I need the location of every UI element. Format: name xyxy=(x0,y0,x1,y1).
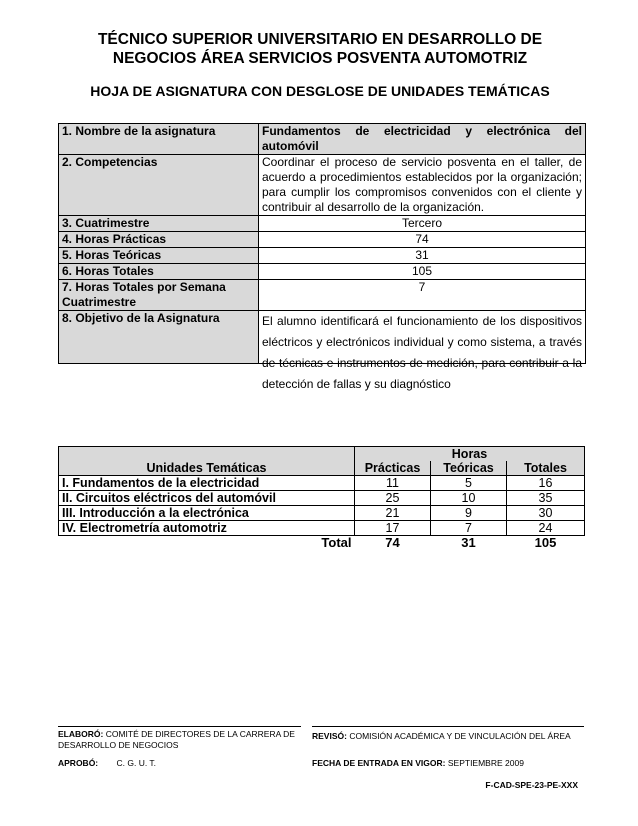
footer-fecha xyxy=(312,758,584,769)
table-row xyxy=(59,521,585,536)
reviso-value: COMISIÓN ACADÉMICA Y DE VINCULACIÓN DEL ÁREA xyxy=(349,731,571,741)
col-totales-header: Totales xyxy=(507,461,585,476)
nombre-label: 1. Nombre de la asignatura xyxy=(59,124,259,155)
objetivo-value: El alumno identificará el funcionamiento de los dispositivos eléctricos y electrónicos individual y como sistema, a través de técnicas e instrumentos de medición, para contribuir a la detección de fallas y su diagnóstico xyxy=(262,314,582,391)
unit-totales: 30 xyxy=(507,506,585,521)
objetivo-label: 8. Objetivo de la Asignatura xyxy=(59,311,259,364)
unit-totales: 35 xyxy=(507,491,585,506)
aprobo-value: C. G. U. T. xyxy=(116,758,157,768)
competencias-label: 2. Competencias xyxy=(59,155,259,216)
info-row-practicas xyxy=(59,232,586,248)
footer-aprobo xyxy=(58,758,301,769)
unit-name: II. Circuitos eléctricos del automóvil xyxy=(59,491,355,506)
semana-value: 7 xyxy=(259,280,586,311)
elaboro-label: ELABORÓ: xyxy=(58,729,104,739)
total-teoricas: 31 xyxy=(461,535,476,550)
total-totales: 105 xyxy=(534,535,557,550)
info-row-cuatrimestre xyxy=(59,216,586,232)
unit-teoricas: 9 xyxy=(431,506,507,521)
objetivo-cell xyxy=(259,311,586,391)
footer-code-wrap xyxy=(312,780,578,791)
semana-label: 7. Horas Totales por Semana Cuatrimestre xyxy=(59,280,259,311)
totales-value: 105 xyxy=(259,264,586,280)
table-row xyxy=(59,491,585,506)
cuatrimestre-label: 3. Cuatrimestre xyxy=(59,216,259,232)
reviso-label: REVISÓ: xyxy=(312,731,347,741)
col-units-header: Unidades Temáticas xyxy=(59,447,355,476)
unit-practicas: 11 xyxy=(355,476,431,491)
thematic-units-table xyxy=(58,446,585,550)
elaboro-value: COMITÉ DE DIRECTORES DE LA CARRERA DE DESARROLLO DE NEGOCIOS xyxy=(58,729,295,750)
unit-practicas: 25 xyxy=(355,491,431,506)
totales-label: 6. Horas Totales xyxy=(59,264,259,280)
unit-name: IV. Electrometría automotriz xyxy=(59,521,355,536)
footer-rule-right xyxy=(312,726,584,727)
footer-reviso xyxy=(312,731,584,742)
cuatrimestre-value: Tercero xyxy=(259,216,586,232)
info-row-competencias xyxy=(59,155,586,216)
col-practicas-header: Prácticas xyxy=(355,461,431,476)
fecha-label: FECHA DE ENTRADA EN VIGOR: xyxy=(312,758,446,768)
total-label: Total xyxy=(321,535,352,550)
unit-name: I. Fundamentos de la electricidad xyxy=(59,476,355,491)
document-subtitle: HOJA DE ASIGNATURA CON DESGLOSE DE UNIDADES TEMÁTICAS xyxy=(90,83,550,99)
unit-teoricas: 10 xyxy=(431,491,507,506)
total-practicas: 74 xyxy=(385,535,400,550)
unit-totales: 16 xyxy=(507,476,585,491)
col-teoricas-header: Teóricas xyxy=(431,461,507,476)
info-row-teoricas xyxy=(59,248,586,264)
info-row-objetivo xyxy=(59,311,586,364)
footer-elaboro xyxy=(58,729,301,751)
table-row xyxy=(59,476,585,491)
document-title: TÉCNICO SUPERIOR UNIVERSITARIO EN DESARROLLO DE NEGOCIOS ÁREA SERVICIOS POSVENTA AUTOMOTRIZ xyxy=(97,31,543,67)
info-row-nombre xyxy=(59,124,586,155)
subject-info-table xyxy=(58,123,586,391)
competencias-value: Coordinar el proceso de servicio posventa en el taller, de acuerdo a procedimientos establecidos por la organización; para cumplir los compromisos convenidos con el cliente y contribuir al desarrollo de la organización. xyxy=(259,155,586,216)
table-row xyxy=(59,506,585,521)
total-row xyxy=(59,536,585,551)
teoricas-label: 5. Horas Teóricas xyxy=(59,248,259,264)
info-row-semana xyxy=(59,280,586,311)
info-row-totales xyxy=(59,264,586,280)
unit-practicas: 21 xyxy=(355,506,431,521)
fecha-value: SEPTIEMBRE 2009 xyxy=(447,758,524,768)
document-code: F-CAD-SPE-23-PE-XXX xyxy=(485,780,578,790)
unit-teoricas: 5 xyxy=(431,476,507,491)
aprobo-label: APROBÓ: xyxy=(58,758,99,768)
unit-totales: 24 xyxy=(507,521,585,536)
footer-rule-left xyxy=(58,726,301,727)
practicas-label: 4. Horas Prácticas xyxy=(59,232,259,248)
unit-practicas: 17 xyxy=(355,521,431,536)
col-horas-header: Horas xyxy=(355,447,585,462)
teoricas-value: 31 xyxy=(259,248,586,264)
units-header-row xyxy=(59,447,585,462)
nombre-value: Fundamentos de electricidad y electrónica del automóvil xyxy=(259,124,586,155)
unit-name: III. Introducción a la electrónica xyxy=(59,506,355,521)
unit-teoricas: 7 xyxy=(431,521,507,536)
practicas-value: 74 xyxy=(259,232,586,248)
